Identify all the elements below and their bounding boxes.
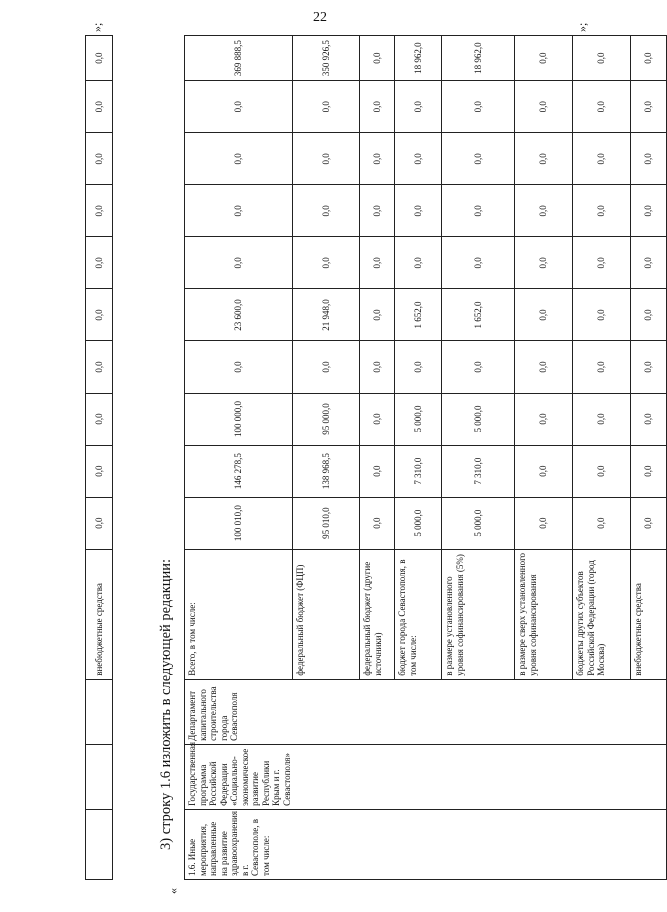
table-cell: 5 000,0 <box>442 393 515 445</box>
table-cell: 18 962,0 <box>395 36 442 81</box>
table-cell: 7 310,0 <box>442 445 515 497</box>
row-label: федеральный бюджет (ФЦП) <box>293 549 360 679</box>
table-cell: 0,0 <box>573 497 631 549</box>
row-label: федеральный бюджет (другие источники) <box>360 549 395 679</box>
table-cell: 1 652,0 <box>442 289 515 341</box>
table-cell: 0,0 <box>185 237 293 289</box>
table-cell: 0,0 <box>86 133 113 185</box>
previous-table-fragment <box>85 35 113 880</box>
table-cell: 7 310,0 <box>395 445 442 497</box>
table-cell: 100 010,0 <box>185 497 293 549</box>
table-cell: 0,0 <box>293 237 360 289</box>
closing-quote-top: »; <box>90 22 104 32</box>
table-cell: 0,0 <box>573 81 631 133</box>
table-cell: 0,0 <box>185 185 293 237</box>
table-cell: 0,0 <box>515 185 573 237</box>
table-cell: 0,0 <box>86 36 113 81</box>
table-cell: 0,0 <box>515 237 573 289</box>
table-cell: 0,0 <box>395 341 442 393</box>
table-cell: 0,0 <box>395 81 442 133</box>
table-cell: 5 000,0 <box>395 393 442 445</box>
table-cell: 0,0 <box>86 393 113 445</box>
table-cell: 0,0 <box>442 81 515 133</box>
table-cell: 0,0 <box>631 445 667 497</box>
table-cell: 0,0 <box>86 185 113 237</box>
table-cell: 95 010,0 <box>293 497 360 549</box>
table-cell: 100 000,0 <box>185 393 293 445</box>
table-cell: 0,0 <box>395 185 442 237</box>
executor-cell: Департамент капитального строительства города Севастополя <box>185 679 667 744</box>
table-cell: 0,0 <box>631 36 667 81</box>
table-cell: 0,0 <box>395 237 442 289</box>
table-cell: 21 948,0 <box>293 289 360 341</box>
table-cell: 5 000,0 <box>442 497 515 549</box>
section-heading: 3) строку 1.6 изложить в следующей редакции: <box>158 558 174 850</box>
table-cell: 95 000,0 <box>293 393 360 445</box>
table-cell: 0,0 <box>293 185 360 237</box>
table-cell: 0,0 <box>86 445 113 497</box>
table-cell <box>86 679 113 744</box>
table-cell: 0,0 <box>86 289 113 341</box>
table-cell: 0,0 <box>631 133 667 185</box>
row-label: внебюджетные средства <box>631 549 667 679</box>
closing-quote-bottom: »; <box>575 22 589 32</box>
table-cell: 0,0 <box>185 133 293 185</box>
table-cell: 0,0 <box>573 341 631 393</box>
table-cell: 0,0 <box>515 341 573 393</box>
table-cell: 146 278,5 <box>185 445 293 497</box>
table-row <box>86 36 113 880</box>
program-table-body <box>185 36 667 880</box>
opening-quote: « <box>166 888 180 894</box>
measure-cell: 1.6. Иные мероприятия, направленные на развитие здравоохранения в г. Севастополе, в том числе: <box>185 809 667 879</box>
program-cell: Государственная программа Российской Федерации «Социально-экономическое развитие Республики Крым и г. Севастополя» <box>185 744 667 809</box>
table-cell <box>86 744 113 809</box>
table-cell: 0,0 <box>442 133 515 185</box>
table-cell: 0,0 <box>515 81 573 133</box>
table-cell: 0,0 <box>631 289 667 341</box>
table-cell: 0,0 <box>515 289 573 341</box>
table-cell: 1 652,0 <box>395 289 442 341</box>
table-cell: 0,0 <box>360 341 395 393</box>
page-number: 22 <box>313 10 327 25</box>
table-cell: 0,0 <box>573 289 631 341</box>
table-cell: 18 962,0 <box>442 36 515 81</box>
table-cell: 0,0 <box>86 497 113 549</box>
table-cell: 0,0 <box>515 133 573 185</box>
table-cell: 0,0 <box>360 445 395 497</box>
table-cell: 0,0 <box>360 133 395 185</box>
row-label: в размере сверх установленного уровня софинансирования <box>515 549 573 679</box>
table-row <box>185 36 293 880</box>
table-cell: 0,0 <box>631 341 667 393</box>
row-label: Всего, в том числе: <box>185 549 293 679</box>
table-cell: 0,0 <box>360 81 395 133</box>
table-cell: 0,0 <box>573 393 631 445</box>
table-cell: 0,0 <box>573 237 631 289</box>
table-cell: 0,0 <box>442 341 515 393</box>
table-cell: 0,0 <box>631 237 667 289</box>
table-cell: 0,0 <box>631 81 667 133</box>
table-cell: 0,0 <box>515 497 573 549</box>
table-cell: 138 968,5 <box>293 445 360 497</box>
rotated-document <box>50 10 654 894</box>
table-cell: 0,0 <box>360 36 395 81</box>
table-cell: 0,0 <box>631 185 667 237</box>
table-cell: 350 926,5 <box>293 36 360 81</box>
table-cell: 0,0 <box>185 81 293 133</box>
table-cell: 369 888,5 <box>185 36 293 81</box>
table-cell: 0,0 <box>515 393 573 445</box>
table-cell: 0,0 <box>293 81 360 133</box>
table-cell: 0,0 <box>631 393 667 445</box>
table-cell: 0,0 <box>573 133 631 185</box>
table-cell: 0,0 <box>573 445 631 497</box>
table-cell: 0,0 <box>442 237 515 289</box>
table-cell: 0,0 <box>293 341 360 393</box>
table-cell: 23 600,0 <box>185 289 293 341</box>
table-cell: 0,0 <box>573 185 631 237</box>
table-cell: 0,0 <box>86 341 113 393</box>
row-label: внебюджетные средства <box>86 549 113 679</box>
row-label: бюджеты других субъектов Российской Федерации (город Москва) <box>573 549 631 679</box>
table-cell <box>86 809 113 879</box>
row-label: бюджет города Севастополя, в том числе: <box>395 549 442 679</box>
table-cell: 0,0 <box>360 497 395 549</box>
table-cell: 0,0 <box>395 133 442 185</box>
table-cell: 0,0 <box>360 393 395 445</box>
table-cell: 0,0 <box>360 185 395 237</box>
table-cell: 0,0 <box>631 497 667 549</box>
table-cell: 0,0 <box>515 445 573 497</box>
table-cell: 0,0 <box>86 237 113 289</box>
table-cell: 0,0 <box>573 36 631 81</box>
row-label: в размере установленного уровня софинансирования (5%) <box>442 549 515 679</box>
table-cell: 0,0 <box>360 289 395 341</box>
table-cell: 0,0 <box>360 237 395 289</box>
table-cell: 0,0 <box>185 341 293 393</box>
table-cell: 0,0 <box>86 81 113 133</box>
program-table <box>184 35 667 880</box>
table-cell: 0,0 <box>515 36 573 81</box>
table-cell: 0,0 <box>442 185 515 237</box>
table-cell: 0,0 <box>293 133 360 185</box>
table-cell: 5 000,0 <box>395 497 442 549</box>
